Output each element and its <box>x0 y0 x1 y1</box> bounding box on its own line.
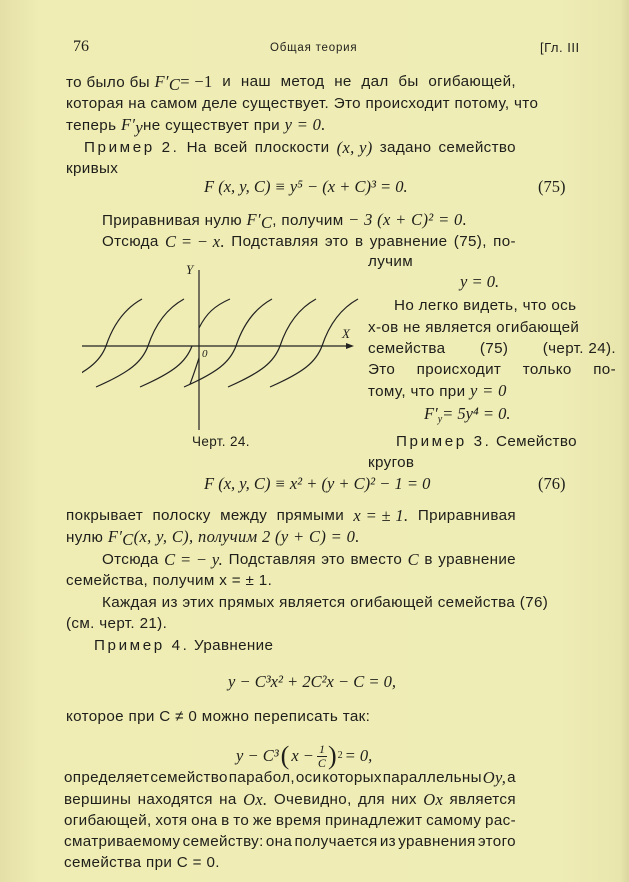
paragraph-line: семейства, получим x = ± 1. <box>66 572 273 589</box>
equation-ex4-rewritten: y − C³ ( x − $\frac{1}{C}$ ) 2 = 0, <box>236 741 373 770</box>
paragraph-line: лучим <box>368 253 414 270</box>
paragraph-line: нулю $F'_C(x$, y, C), получим 2 (y + C) = 0. <box>66 527 360 549</box>
paragraph-line: сматриваемому семейству: она получается из уравнения этого <box>64 833 516 850</box>
paragraph-line: семейства (75) (черт. 24). <box>368 340 616 357</box>
paragraph-line: тому, что при y = 0 <box>368 381 507 400</box>
curve-family-plot <box>82 262 362 432</box>
equation-y0: y = 0. <box>460 272 500 291</box>
example-3-heading: Пример 3. Семейство <box>396 433 577 450</box>
x-axis-label: X <box>342 326 350 341</box>
chapter-label: [Гл. III <box>540 40 580 55</box>
paragraph-line: покрывает полоску между прямыми x = ± 1. Приравнивая <box>66 506 516 525</box>
running-title: Общая теория <box>270 42 358 54</box>
paragraph-line: Но легко видеть, что ось <box>394 297 577 314</box>
figure-24 <box>82 262 362 432</box>
equation-fy: $F'_y= 5y^4 = 0$. <box>424 404 511 425</box>
equation-number: (75) <box>538 177 566 196</box>
paragraph-line: семейства при C = 0. <box>64 854 220 871</box>
example-4-heading: Пример 4. Уравнение <box>94 637 274 654</box>
paragraph-line: Отсюда C = − x. Подставляя это в уравнение (75), по- <box>102 232 516 251</box>
equation-76: F (x, y, C) ≡ x² + (y + C)² − 1 = 0 <box>204 474 431 493</box>
page-number: 76 <box>73 38 89 55</box>
paragraph-line: кривых <box>66 160 119 177</box>
equation-ex4: y − C³x² + 2C²x − C = 0, <box>228 672 396 691</box>
equation-number: (76) <box>538 474 566 493</box>
paragraph-line: (см. черт. 21). <box>66 615 168 632</box>
paragraph-line: огибающей, хотя она в то же время принадлежит самому рас- <box>64 812 516 829</box>
equation-75: F (x, y, C) ≡ y⁵ − (x + C)³ = 0. <box>204 177 408 196</box>
paragraph-line: Это происходит только по- <box>368 361 616 378</box>
example-2-heading: Пример 2. На всей плоскости (x, y) задано семейство <box>84 138 516 157</box>
paragraph-line: Каждая из этих прямых является огибающей семейства (76) <box>102 594 549 611</box>
paragraph-line: то было бы $F'_C= -1$ и наш метод не дал бы огибающей, <box>66 72 516 94</box>
figure-caption: Черт. 24. <box>192 434 250 449</box>
paragraph-line: Отсюда C = − y. Подставляя это вместо C в уравнение <box>102 550 516 569</box>
paragraph-line: определяет семейство парабол, оси которых параллельны Oy, а <box>64 768 516 787</box>
paragraph-line: Приравнивая нулю $F'_C$, получим − 3 (x + C)² = 0. <box>102 210 468 232</box>
paragraph-line: теперь $F'_yне$ существует при y = 0. <box>66 115 326 137</box>
paragraph-line: которое при C ≠ 0 можно переписать так: <box>66 708 371 725</box>
paragraph-line: которая на самом деле существует. Это происходит потому, что <box>66 95 539 112</box>
paragraph-line: кругов <box>368 454 415 471</box>
paragraph-line: x-ов не является огибающей <box>368 319 580 336</box>
paragraph-line: вершины находятся на Ox. Очевидно, для них Ox является <box>64 790 516 809</box>
origin-label: 0 <box>202 348 208 360</box>
y-axis-label: Y <box>186 262 194 277</box>
